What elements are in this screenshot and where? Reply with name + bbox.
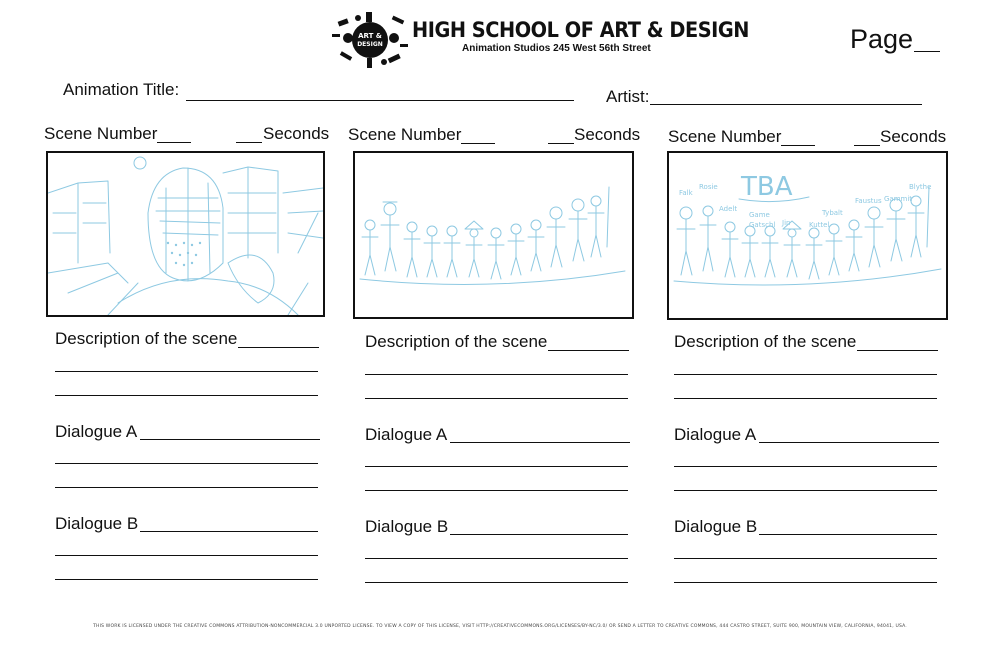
dialogue-b-field[interactable] bbox=[140, 531, 318, 532]
dialogue-b-line[interactable] bbox=[55, 555, 318, 556]
sketch-caption-tba: TBA bbox=[741, 172, 793, 202]
description-field[interactable] bbox=[238, 347, 319, 348]
description-field[interactable] bbox=[548, 350, 629, 351]
animation-title-label: Animation Title: bbox=[63, 80, 180, 99]
character-name: Adelt bbox=[719, 205, 738, 213]
dialogue-b-line[interactable] bbox=[365, 558, 628, 559]
dialogue-b-label: Dialogue B bbox=[674, 517, 758, 536]
logo-text-design: DESIGN bbox=[357, 41, 383, 48]
logo-text-art: ART & bbox=[358, 32, 382, 40]
character-name: Faustus bbox=[855, 197, 882, 205]
dialogue-b-field[interactable] bbox=[759, 534, 937, 535]
character-name: Jin bbox=[782, 219, 791, 227]
character-name: Gammit bbox=[884, 195, 913, 203]
dialogue-a-field[interactable] bbox=[450, 442, 630, 443]
character-name: Kuttel bbox=[809, 221, 830, 229]
character-lineup-sketch bbox=[353, 151, 634, 319]
dialogue-a-label: Dialogue A bbox=[55, 422, 138, 441]
dialogue-a-field[interactable] bbox=[140, 439, 320, 440]
description-line[interactable] bbox=[365, 374, 628, 375]
description-line[interactable] bbox=[365, 398, 628, 399]
dialogue-b-line[interactable] bbox=[674, 582, 937, 583]
character-name: Falk bbox=[679, 189, 693, 197]
dialogue-a-line[interactable] bbox=[55, 463, 318, 464]
description-label: Description of the scene bbox=[365, 332, 548, 351]
description-label: Description of the scene bbox=[674, 332, 857, 351]
dialogue-b-label: Dialogue B bbox=[365, 517, 449, 536]
page-number-field[interactable] bbox=[914, 51, 940, 52]
description-line[interactable] bbox=[674, 398, 937, 399]
dialogue-a-line[interactable] bbox=[55, 487, 318, 488]
description-label: Description of the scene bbox=[55, 329, 238, 348]
dialogue-b-label: Dialogue B bbox=[55, 514, 139, 533]
dialogue-b-line[interactable] bbox=[674, 558, 937, 559]
description-field[interactable] bbox=[857, 350, 938, 351]
seconds-field[interactable] bbox=[548, 143, 574, 144]
artist-label: Artist: bbox=[606, 87, 650, 106]
scene-number-label: Scene Number bbox=[348, 125, 462, 144]
animation-title-field[interactable] bbox=[186, 100, 574, 101]
school-name: HIGH SCHOOL OF ART & DESIGN bbox=[412, 18, 749, 42]
seconds-label: Seconds bbox=[263, 124, 330, 143]
description-line[interactable] bbox=[55, 395, 318, 396]
artist-field[interactable] bbox=[650, 104, 922, 105]
page-label: Page bbox=[850, 24, 914, 54]
character-name: Tybalt bbox=[822, 209, 843, 217]
dialogue-b-line[interactable] bbox=[55, 579, 318, 580]
dialogue-a-line[interactable] bbox=[365, 490, 628, 491]
seconds-field[interactable] bbox=[854, 145, 880, 146]
scene-number-field[interactable] bbox=[781, 145, 815, 146]
character-name: Game bbox=[749, 211, 770, 219]
dialogue-b-line[interactable] bbox=[365, 582, 628, 583]
dialogue-a-label: Dialogue A bbox=[674, 425, 757, 444]
scene-number-field[interactable] bbox=[157, 142, 191, 143]
school-address: Animation Studios 245 West 56th Street bbox=[462, 43, 651, 54]
dialogue-b-field[interactable] bbox=[450, 534, 628, 535]
seconds-label: Seconds bbox=[880, 127, 947, 146]
scene-number-label: Scene Number bbox=[668, 127, 782, 146]
seconds-label: Seconds bbox=[574, 125, 641, 144]
scene-number-field[interactable] bbox=[461, 143, 495, 144]
character-name: Blythe bbox=[909, 183, 932, 191]
art-design-logo bbox=[330, 10, 410, 70]
dialogue-a-label: Dialogue A bbox=[365, 425, 448, 444]
description-line[interactable] bbox=[55, 371, 318, 372]
seconds-field[interactable] bbox=[236, 142, 262, 143]
character-name: Rosie bbox=[699, 183, 718, 191]
character-name: Gatschl bbox=[749, 221, 776, 229]
license-footer: THIS WORK IS LICENSED UNDER THE CREATIVE COMMONS ATTRIBUTION-NONCOMMERCIAL 3.0 UNPORTED LICENSE. TO VIEW A COPY OF THIS LICENSE, VISIT HTTP://CREATIVECOMMONS.ORG/LICENSES/BY-NC/3.0/ OR SEND A LETTER TO CREATIVE COMMONS, 444 CASTRO STREET, SUITE 900, MOUNTAIN VIEW, CALIFORNIA, 94041, USA. bbox=[93, 624, 907, 629]
dialogue-a-field[interactable] bbox=[759, 442, 939, 443]
dialogue-a-line[interactable] bbox=[365, 466, 628, 467]
character-lineup-named-sketch bbox=[667, 151, 948, 320]
description-line[interactable] bbox=[674, 374, 937, 375]
dialogue-a-line[interactable] bbox=[674, 490, 937, 491]
scene-number-label: Scene Number bbox=[44, 124, 158, 143]
knight-helmet-sketch bbox=[46, 151, 325, 317]
dialogue-a-line[interactable] bbox=[674, 466, 937, 467]
